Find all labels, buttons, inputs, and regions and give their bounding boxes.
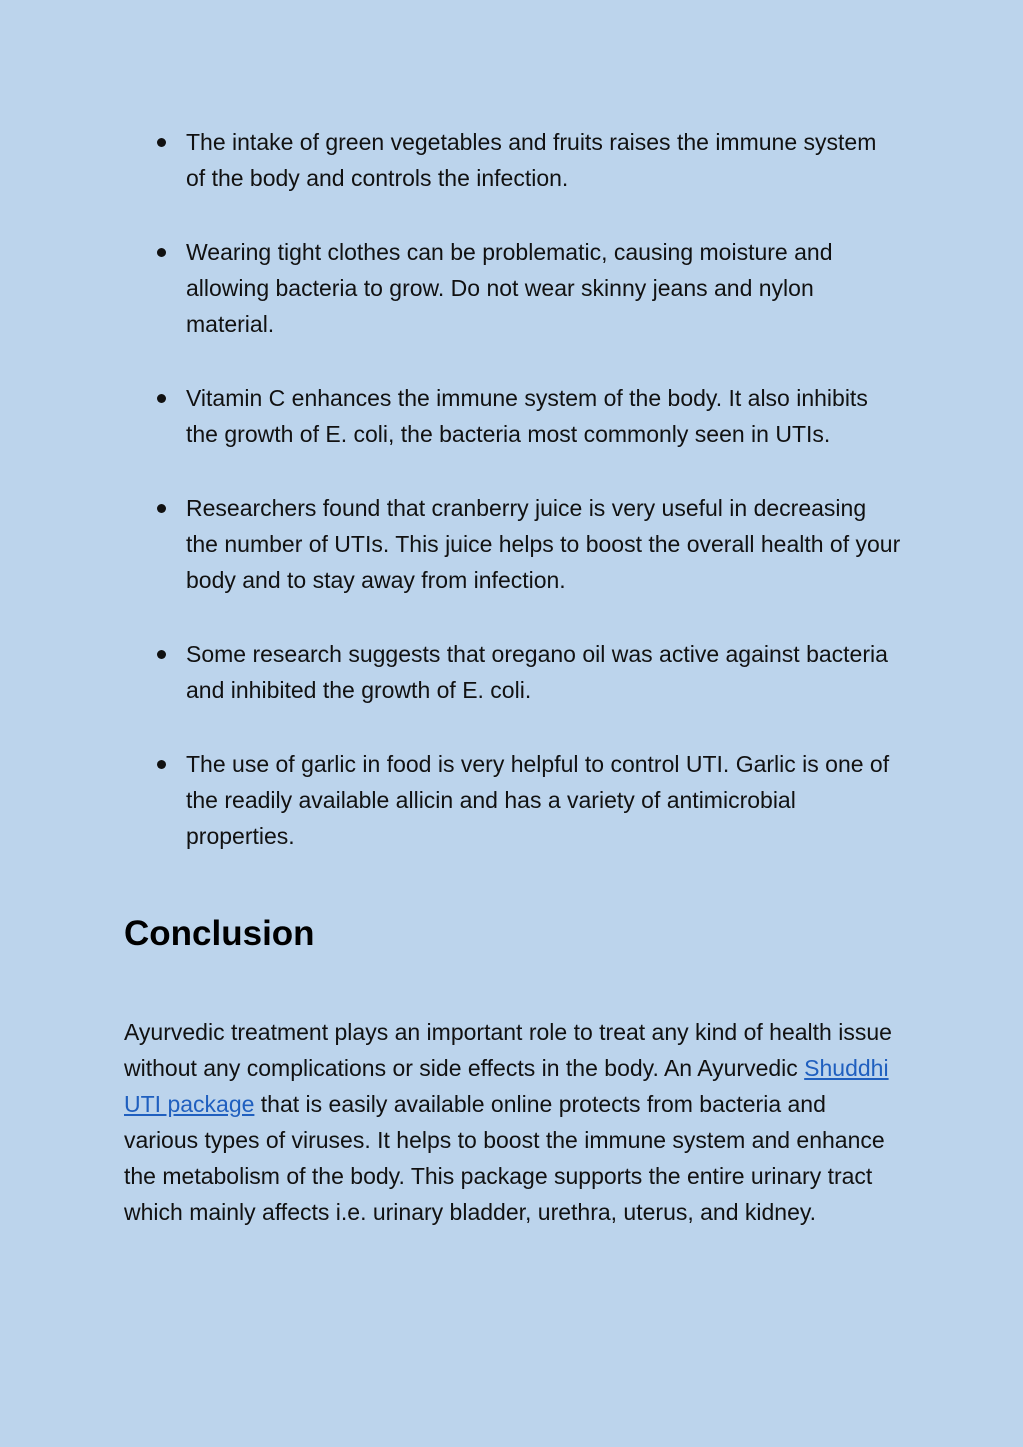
- list-item: [124, 746, 901, 854]
- list-item: [124, 490, 901, 598]
- bullet-dot-icon: [157, 760, 166, 769]
- conclusion-paragraph: [124, 1014, 901, 1230]
- conclusion-heading: Conclusion: [124, 914, 315, 953]
- list-item: [124, 124, 901, 196]
- shuddhi-uti-package-link[interactable]: Shuddhi UTI package: [124, 1055, 889, 1117]
- bullet-text: Researchers found that cranberry juice is very useful in decreasing the number of UTIs. This juice helps to boost the overall health of your body and to stay away from infection.: [186, 495, 901, 593]
- bullet-text: The use of garlic in food is very helpful to control UTI. Garlic is one of the readily available allicin and has a variety of antimicrobial properties.: [186, 751, 890, 849]
- list-item: [124, 234, 901, 342]
- list-item: [124, 636, 901, 708]
- conclusion-text-after-link: that is easily available online protects from bacteria and various types of viruses. It helps to boost the immune system and enhance the metabolism of the body. This package supports the entire urinary tract which mainly affects i.e. urinary bladder, urethra, uterus, and kidney.: [124, 1091, 885, 1225]
- bullet-dot-icon: [157, 138, 166, 147]
- tips-bullet-list: [124, 124, 901, 854]
- bullet-text: Some research suggests that oregano oil was active against bacteria and inhibited the growth of E. coli.: [186, 641, 888, 703]
- bullet-dot-icon: [157, 248, 166, 257]
- bullet-text: Wearing tight clothes can be problematic, causing moisture and allowing bacteria to grow. Do not wear skinny jeans and nylon material.: [186, 239, 833, 337]
- bullet-text: The intake of green vegetables and fruits raises the immune system of the body and controls the infection.: [186, 129, 877, 191]
- bullet-text: Vitamin C enhances the immune system of the body. It also inhibits the growth of E. coli, the bacteria most commonly seen in UTIs.: [186, 385, 868, 447]
- conclusion-text-before-link: Ayurvedic treatment plays an important role to treat any kind of health issue without any complications or side effects in the body. An Ayurvedic: [124, 1019, 892, 1081]
- list-item: [124, 380, 901, 452]
- bullet-dot-icon: [157, 650, 166, 659]
- bullet-dot-icon: [157, 504, 166, 513]
- bullet-dot-icon: [157, 394, 166, 403]
